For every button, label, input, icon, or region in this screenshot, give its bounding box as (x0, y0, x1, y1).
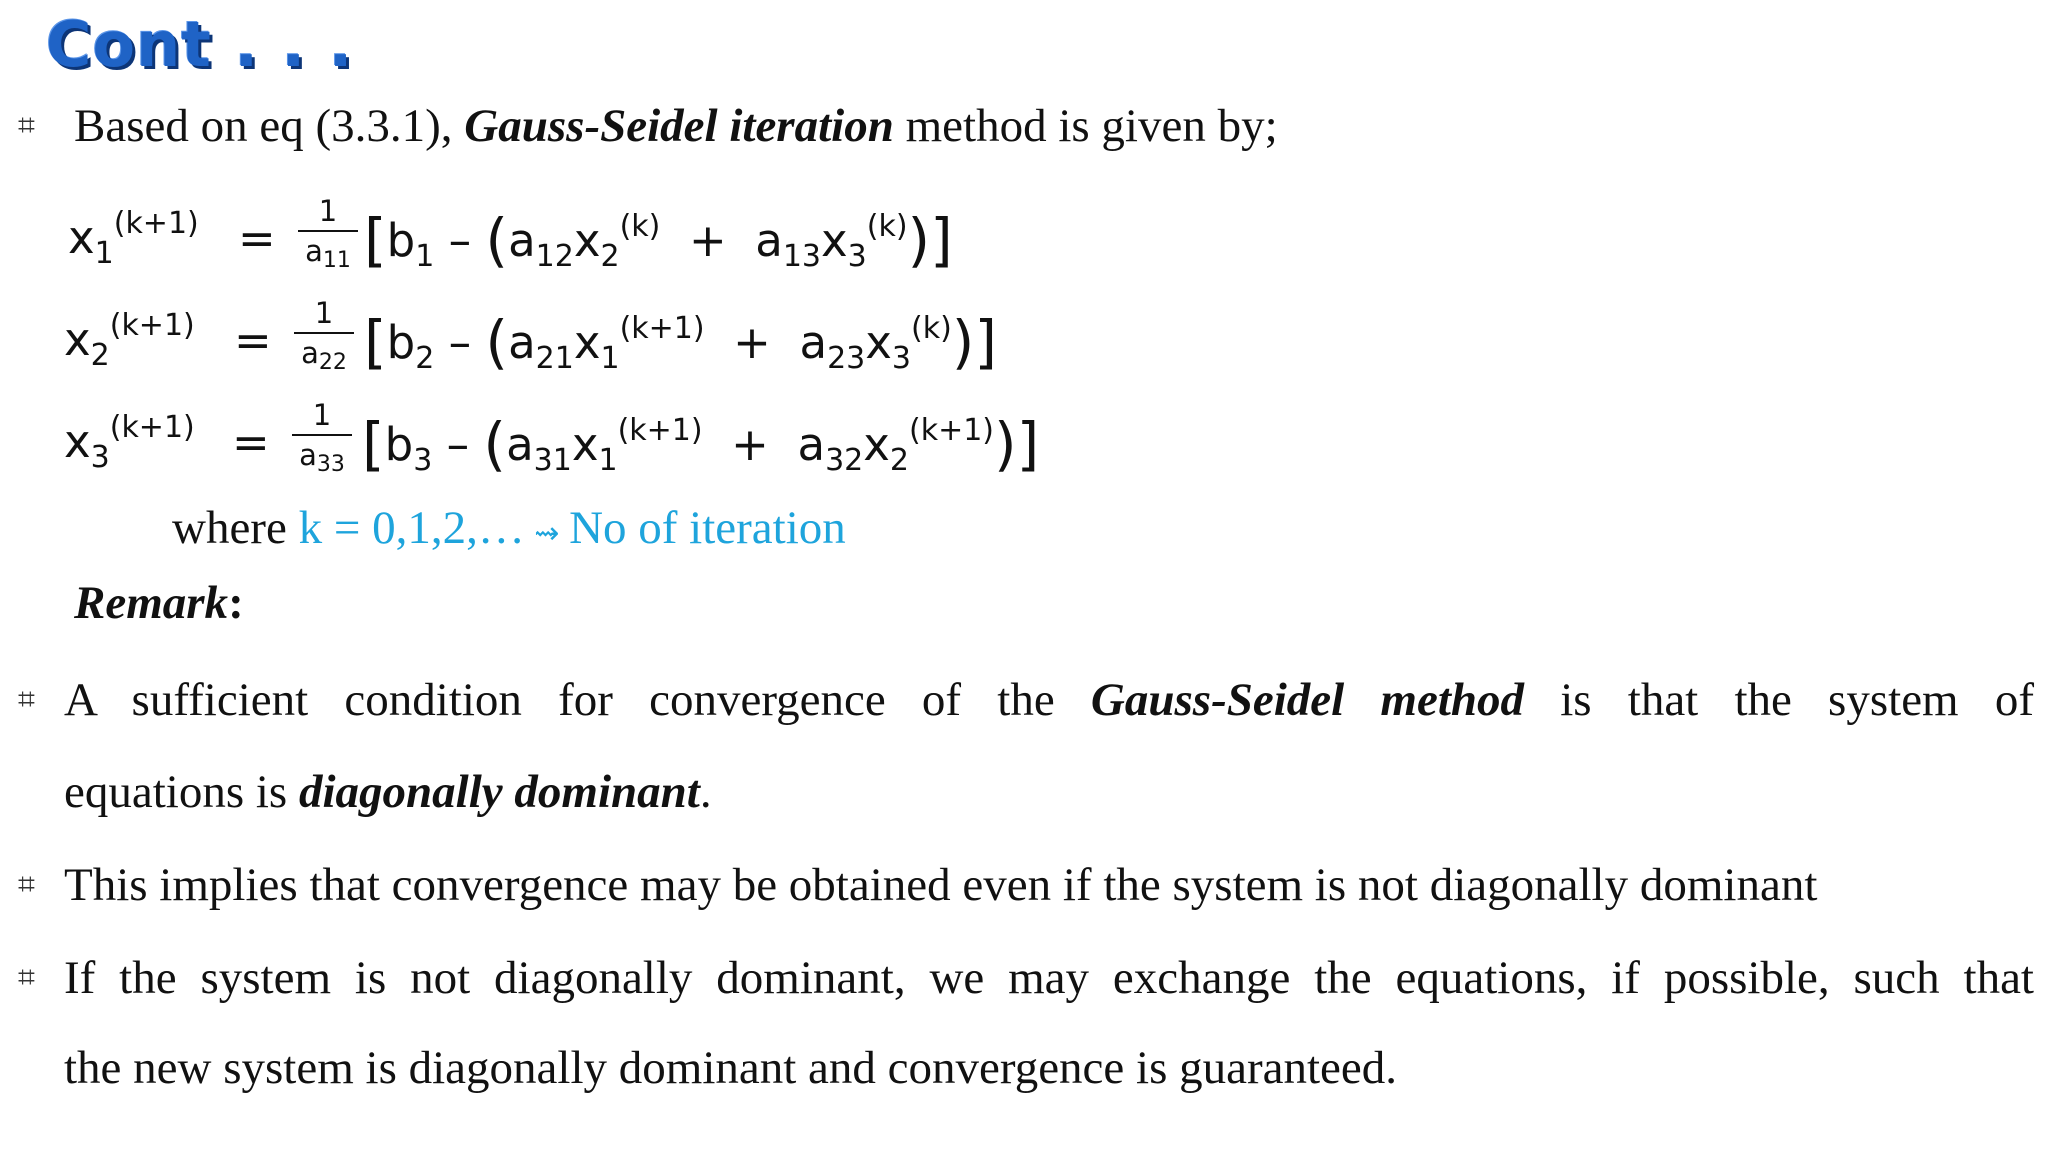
bullet-3-line-1: If the system is not diagonally dominant, we may exchange the equations, if possible, such that (64, 952, 2034, 1004)
equation-1-lhs: $x_1^{(k+1)}$ (68, 206, 199, 271)
intro-prefix: Based on eq (3.3.1), (74, 100, 465, 152)
equals-sign: = (238, 212, 276, 265)
bullet-1-line-2: equations is diagonally dominant. (64, 766, 712, 818)
equation-2-fraction: 1 $a_{22}$ (294, 296, 354, 380)
remark-heading: Remark: (74, 577, 244, 629)
intro-suffix: method is given by; (893, 100, 1278, 152)
equation-3-lhs: $x_3^{(k+1)}$ (64, 410, 195, 475)
equation-1-fraction: 1 $a_{11}$ (298, 194, 358, 278)
intro-emph: Gauss-Seidel iteration (464, 100, 894, 152)
hash-bullet-icon: ⌗ (18, 682, 35, 717)
equation-3-rhs: $[b_3 - (a_{31}x_1^{(k+1)} + a_{32}x_2^{(k+1)})]$ (362, 410, 1040, 478)
iteration-note (172, 500, 846, 562)
where-word: where (172, 502, 299, 554)
hash-bullet-icon: ⌗ (18, 867, 35, 902)
k-range: k = 0,1,2,… (298, 502, 525, 554)
hash-bullet-icon: ⌗ (18, 960, 35, 995)
squiggle-arrow-icon: ⇝ (524, 516, 570, 551)
intro-text (74, 98, 1278, 154)
bullet-2-text: This implies that convergence may be obtained even if the system is not diagonally dominant (64, 859, 1818, 911)
hash-bullet-icon: ⌗ (18, 108, 35, 143)
iteration-label: No of iteration (569, 502, 846, 554)
equals-sign: = (234, 314, 272, 367)
equation-2-rhs: $[b_2 - (a_{21}x_1^{(k+1)} + a_{23}x_3^{(k)})]$ (364, 308, 998, 376)
bullet-1-line-1: A sufficient condition for convergence of the Gauss-Seidel method is that the system of (64, 674, 2034, 726)
equation-1-rhs: $[b_1 - (a_{12}x_2^{(k)} + a_{13}x_3^{(k)})]$ (364, 206, 953, 274)
equation-2-lhs: $x_2^{(k+1)}$ (64, 308, 195, 373)
bullet-3-line-2: the new system is diagonally dominant and convergence is guaranteed. (64, 1042, 1398, 1094)
equation-3-fraction: 1 $a_{33}$ (292, 398, 352, 482)
page-title: Cont . . . (46, 8, 354, 81)
equals-sign: = (232, 416, 270, 469)
